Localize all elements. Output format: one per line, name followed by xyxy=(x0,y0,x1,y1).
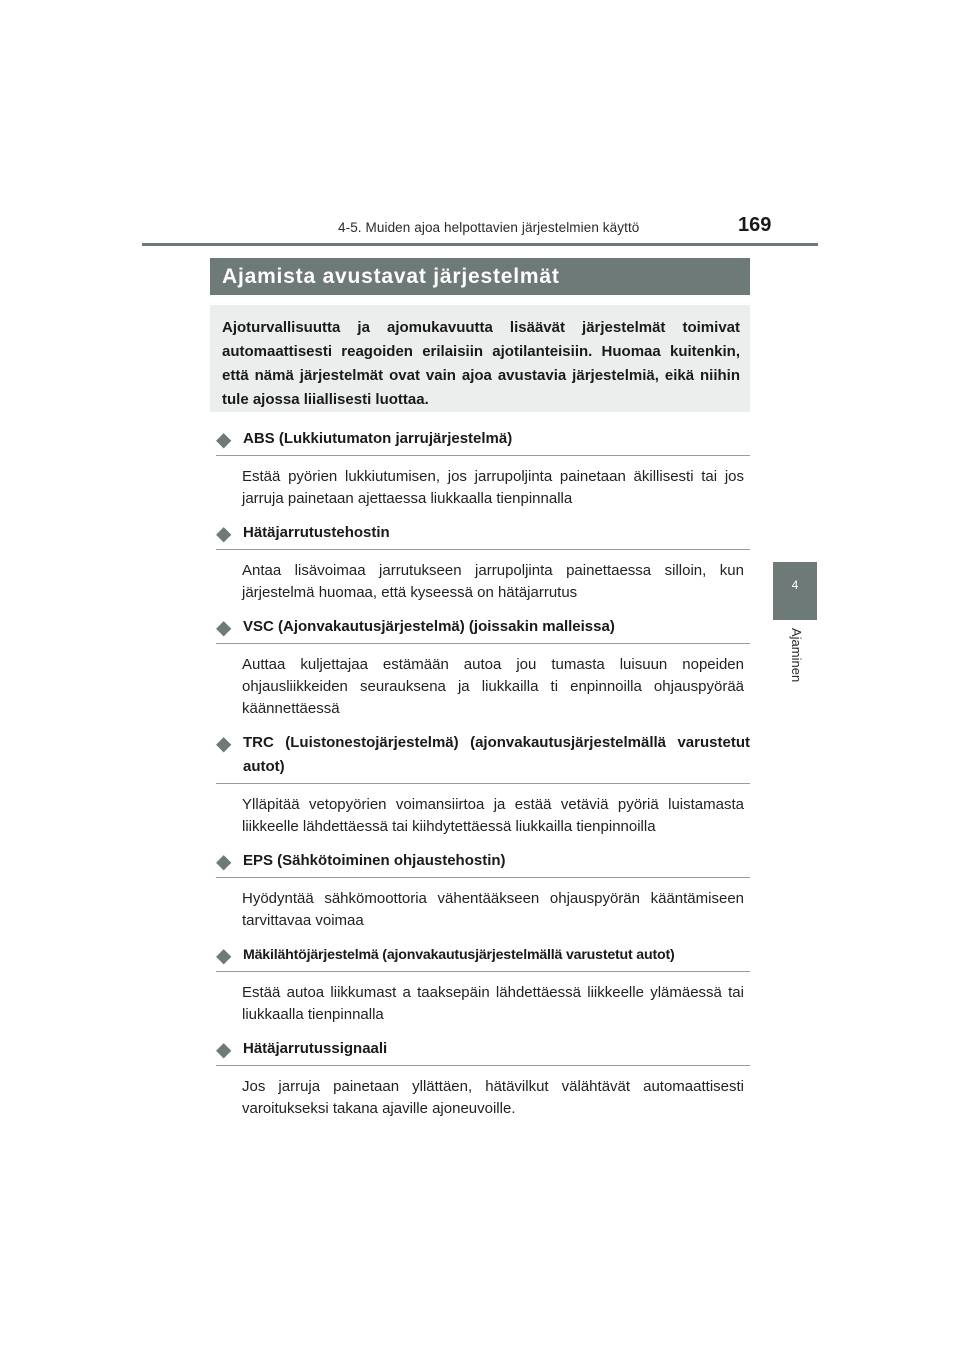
feature-description: Estää autoa liikkumast a taaksepäin lähdettäessä liikkeelle ylämäessä tai liukkaalla tienpinnalla xyxy=(242,984,744,1023)
diamond-bullet-icon: ◆ xyxy=(216,617,232,639)
diamond-bullet-icon: ◆ xyxy=(216,851,232,873)
chapter-label: Ajaminen xyxy=(789,628,804,683)
feature-title xyxy=(216,519,750,550)
feature-description: Auttaa kuljettajaa estämään autoa jou tumasta luisuun nopeiden ohjausliikkeiden seurauksena ja liukkailla ti enpinnoilla ohjauspyörää käännettäessä xyxy=(242,656,744,717)
section-header: 4-5. Muiden ajoa helpottavien järjestelmien käyttö xyxy=(338,220,640,235)
feature-title-text: Hätäjarrutussignaali xyxy=(243,1040,388,1057)
intro-text: Ajoturvallisuutta ja ajomukavuutta lisäävät järjestelmät toimivat automaattisesti reagoiden erilaisiin ajotilanteisiin. Huomaa kuitenkin, että nämä järjestelmät ovat vain ajoa avustavia järjestelmiä, eikä niihin tule ajossa liiallisesti luottaa. xyxy=(222,319,740,408)
feature-description: Hyödyntää sähkömoottoria vähentääkseen ohjauspyörän kääntämiseen tarvittavaa voimaa xyxy=(242,890,744,929)
feature-brake-assist xyxy=(216,519,750,604)
feature-title-text: ABS (Lukkiutumaton jarrujärjestelmä) xyxy=(243,430,513,447)
diamond-bullet-icon: ◆ xyxy=(216,733,232,755)
feature-abs xyxy=(216,425,750,510)
feature-title xyxy=(216,613,750,644)
header-divider xyxy=(142,243,818,246)
feature-title xyxy=(216,847,750,878)
feature-description: Estää pyörien lukkiutumisen, jos jarrupoljinta painetaan äkillisesti tai jos jarruja painetaan ajettaessa liukkaalla tienpinnalla xyxy=(242,468,744,507)
chapter-tab: 4 xyxy=(773,562,817,620)
feature-title xyxy=(216,729,750,784)
feature-trc xyxy=(216,729,750,838)
feature-title xyxy=(216,1035,750,1066)
intro-box xyxy=(210,305,750,412)
feature-title-text: VSC (Ajonvakautusjärjestelmä) (joissakin malleissa) xyxy=(243,618,615,635)
feature-title xyxy=(216,425,750,456)
diamond-bullet-icon: ◆ xyxy=(216,523,232,545)
diamond-bullet-icon: ◆ xyxy=(216,429,232,451)
feature-vsc xyxy=(216,613,750,720)
feature-description: Ylläpitää vetopyörien voimansiirtoa ja estää vetäviä pyöriä luistamasta liikkeelle lähdettäessä tai kiihdytettäessä liukkailla tienpinnoilla xyxy=(242,796,744,835)
feature-hill-start xyxy=(216,941,750,1026)
feature-description: Jos jarruja painetaan yllättäen, hätävilkut välähtävät automaattisesti varoitukseksi takana ajaville ajoneuvoille. xyxy=(242,1078,744,1117)
feature-description: Antaa lisävoimaa jarrutukseen jarrupoljinta painettaessa silloin, kun järjestelmä huomaa, että kyseessä on hätäjarrutus xyxy=(242,562,744,601)
feature-title-text: EPS (Sähkötoiminen ohjaustehostin) xyxy=(243,852,506,869)
feature-title-text: Hätäjarrutustehostin xyxy=(243,524,390,541)
diamond-bullet-icon: ◆ xyxy=(216,1039,232,1061)
page-number: 169 xyxy=(738,214,772,236)
feature-list xyxy=(216,425,750,1129)
page-title: Ajamista avustavat järjestelmät xyxy=(210,258,750,295)
feature-title-text: Mäkilähtöjärjestelmä (ajonvakautusjärjestelmällä varustetut autot) xyxy=(243,947,675,963)
feature-title xyxy=(216,941,750,972)
feature-eps xyxy=(216,847,750,932)
diamond-bullet-icon: ◆ xyxy=(216,945,232,967)
feature-emergency-stop-signal xyxy=(216,1035,750,1120)
feature-title-text: TRC (Luistonestojärjestelmä) (ajonvakautusjärjestelmällä varustetut autot) xyxy=(243,734,750,775)
